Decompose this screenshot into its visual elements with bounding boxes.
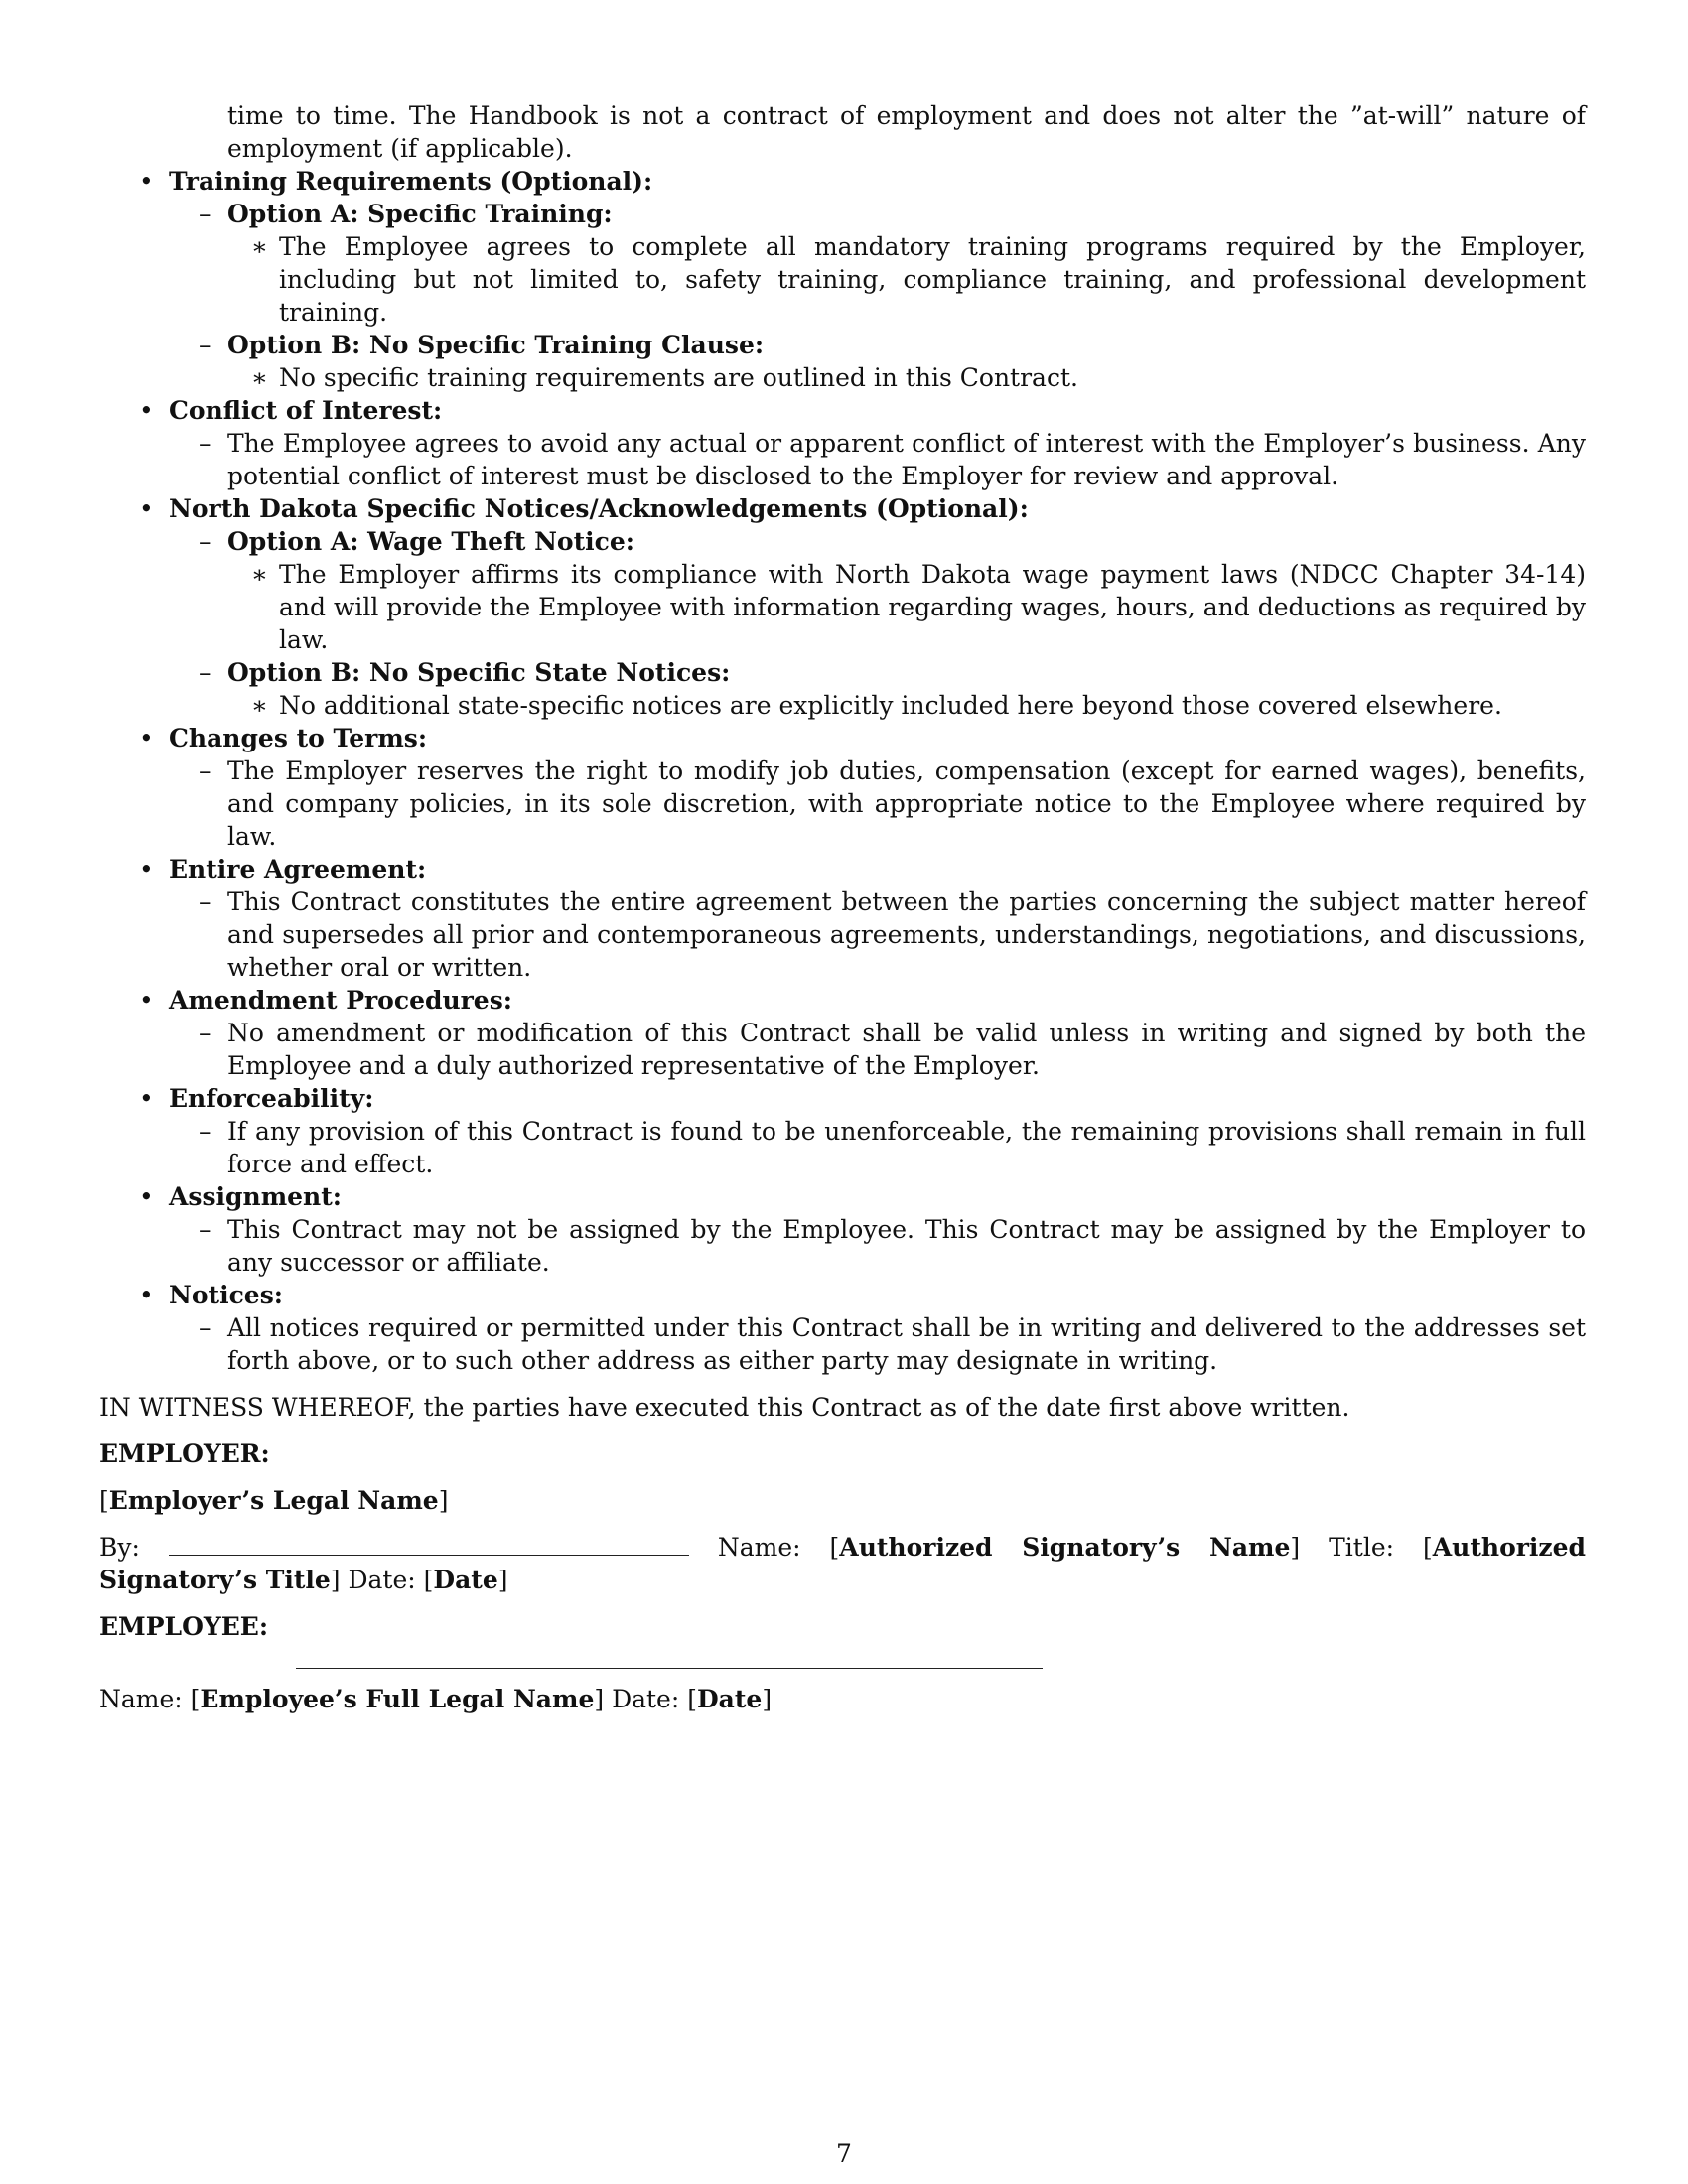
list-item	[169, 656, 1586, 722]
section-heading: Entire Agreement:	[169, 855, 427, 884]
list-item	[99, 1180, 1586, 1279]
employee-heading: EMPLOYEE:	[99, 1612, 269, 1641]
section-heading: Training Requirements (Optional):	[169, 167, 653, 196]
section-text: – This Contract constitutes the entire agreement between the parties concerning the subject matter hereof and supersedes all prior and contemporaneous agreements, understandings, negotiations, and discussions, whether oral or written.	[169, 886, 1586, 984]
employer-signature-line[interactable]	[169, 1533, 689, 1556]
section-heading: Conflict of Interest:	[169, 396, 443, 425]
section-text: – The Employee agrees to avoid any actual or apparent conflict of interest with the Employer’s business. Any potential conflict of interest must be disclosed to the Employer for review and approval.	[169, 427, 1586, 492]
section-text: – No amendment or modification of this Contract shall be valid unless in writing and signed by both the Employee and a duly authorized representative of the Employer.	[169, 1017, 1586, 1082]
option-heading: Option A: Wage Theft Notice:	[227, 527, 634, 556]
list-item	[99, 394, 1586, 492]
document-page	[99, 99, 1586, 1715]
employer-legal-name: [Employer’s Legal Name]	[99, 1486, 449, 1515]
list-item	[99, 165, 1586, 394]
section-heading: Notices:	[169, 1281, 284, 1309]
section-text: – This Contract may not be assigned by the Employee. This Contract may be assigned by the Employer to any successor or affiliate.	[169, 1213, 1586, 1279]
section-list	[99, 165, 1586, 1377]
section-text: – The Employer reserves the right to modify job duties, compensation (except for earned wages), benefits, and company policies, in its sole discretion, with appropriate notice to the Employee where required by law.	[169, 754, 1586, 853]
section-text: – All notices required or permitted under this Contract shall be in writing and delivered to the addresses set forth above, or to such other address as either party may designate in writing.	[169, 1311, 1586, 1377]
section-heading: North Dakota Specific Notices/Acknowledgements (Optional):	[169, 494, 1029, 523]
list-item	[99, 1082, 1586, 1180]
intro-continuation: time to time. The Handbook is not a contract of employment and does not alter the ”at-will” nature of employment (if applicable).	[227, 101, 1586, 163]
list-item	[169, 525, 1586, 656]
employer-heading: EMPLOYER:	[99, 1439, 270, 1468]
option-heading: Option B: No Specific Training Clause:	[227, 331, 765, 359]
option-text: ∗ No additional state-specific notices are explicitly included here beyond those covered elsewhere.	[227, 689, 1586, 722]
list-item	[99, 492, 1586, 722]
option-text: ∗ No specific training requirements are outlined in this Contract.	[227, 361, 1586, 394]
list-item	[169, 329, 1586, 394]
section-text: – If any provision of this Contract is found to be unenforceable, the remaining provisions shall remain in full force and effect.	[169, 1115, 1586, 1180]
section-heading: Enforceability:	[169, 1084, 374, 1113]
section-heading: Amendment Procedures:	[169, 986, 513, 1015]
list-item	[99, 1279, 1586, 1377]
list-item	[99, 984, 1586, 1082]
section-heading: Changes to Terms:	[169, 724, 428, 752]
employer-signature-block: By: Name: [Authorized Signatory’s Name] Title: [Authorized Signatory’s Title] Date: [Date]	[99, 1533, 1586, 1594]
option-heading: Option A: Specific Training:	[227, 200, 613, 228]
list-item	[169, 198, 1586, 329]
employee-name-block: Name: [Employee’s Full Legal Name] Date: [Date]	[99, 1685, 773, 1713]
page-number: 7	[836, 2139, 852, 2168]
employee-signature-line[interactable]	[296, 1667, 1043, 1669]
option-text: ∗ The Employee agrees to complete all mandatory training programs required by the Employer, including but not limited to, safety training, compliance training, and professional development training.	[227, 230, 1586, 329]
list-item	[99, 853, 1586, 984]
list-item	[99, 722, 1586, 853]
witness-statement: IN WITNESS WHEREOF, the parties have executed this Contract as of the date first above written.	[99, 1393, 1350, 1422]
option-text: ∗ The Employer affirms its compliance with North Dakota wage payment laws (NDCC Chapter 34-14) and will provide the Employee with information regarding wages, hours, and deductions as required by law.	[227, 558, 1586, 656]
option-heading: Option B: No Specific State Notices:	[227, 658, 731, 687]
section-heading: Assignment:	[169, 1182, 343, 1211]
